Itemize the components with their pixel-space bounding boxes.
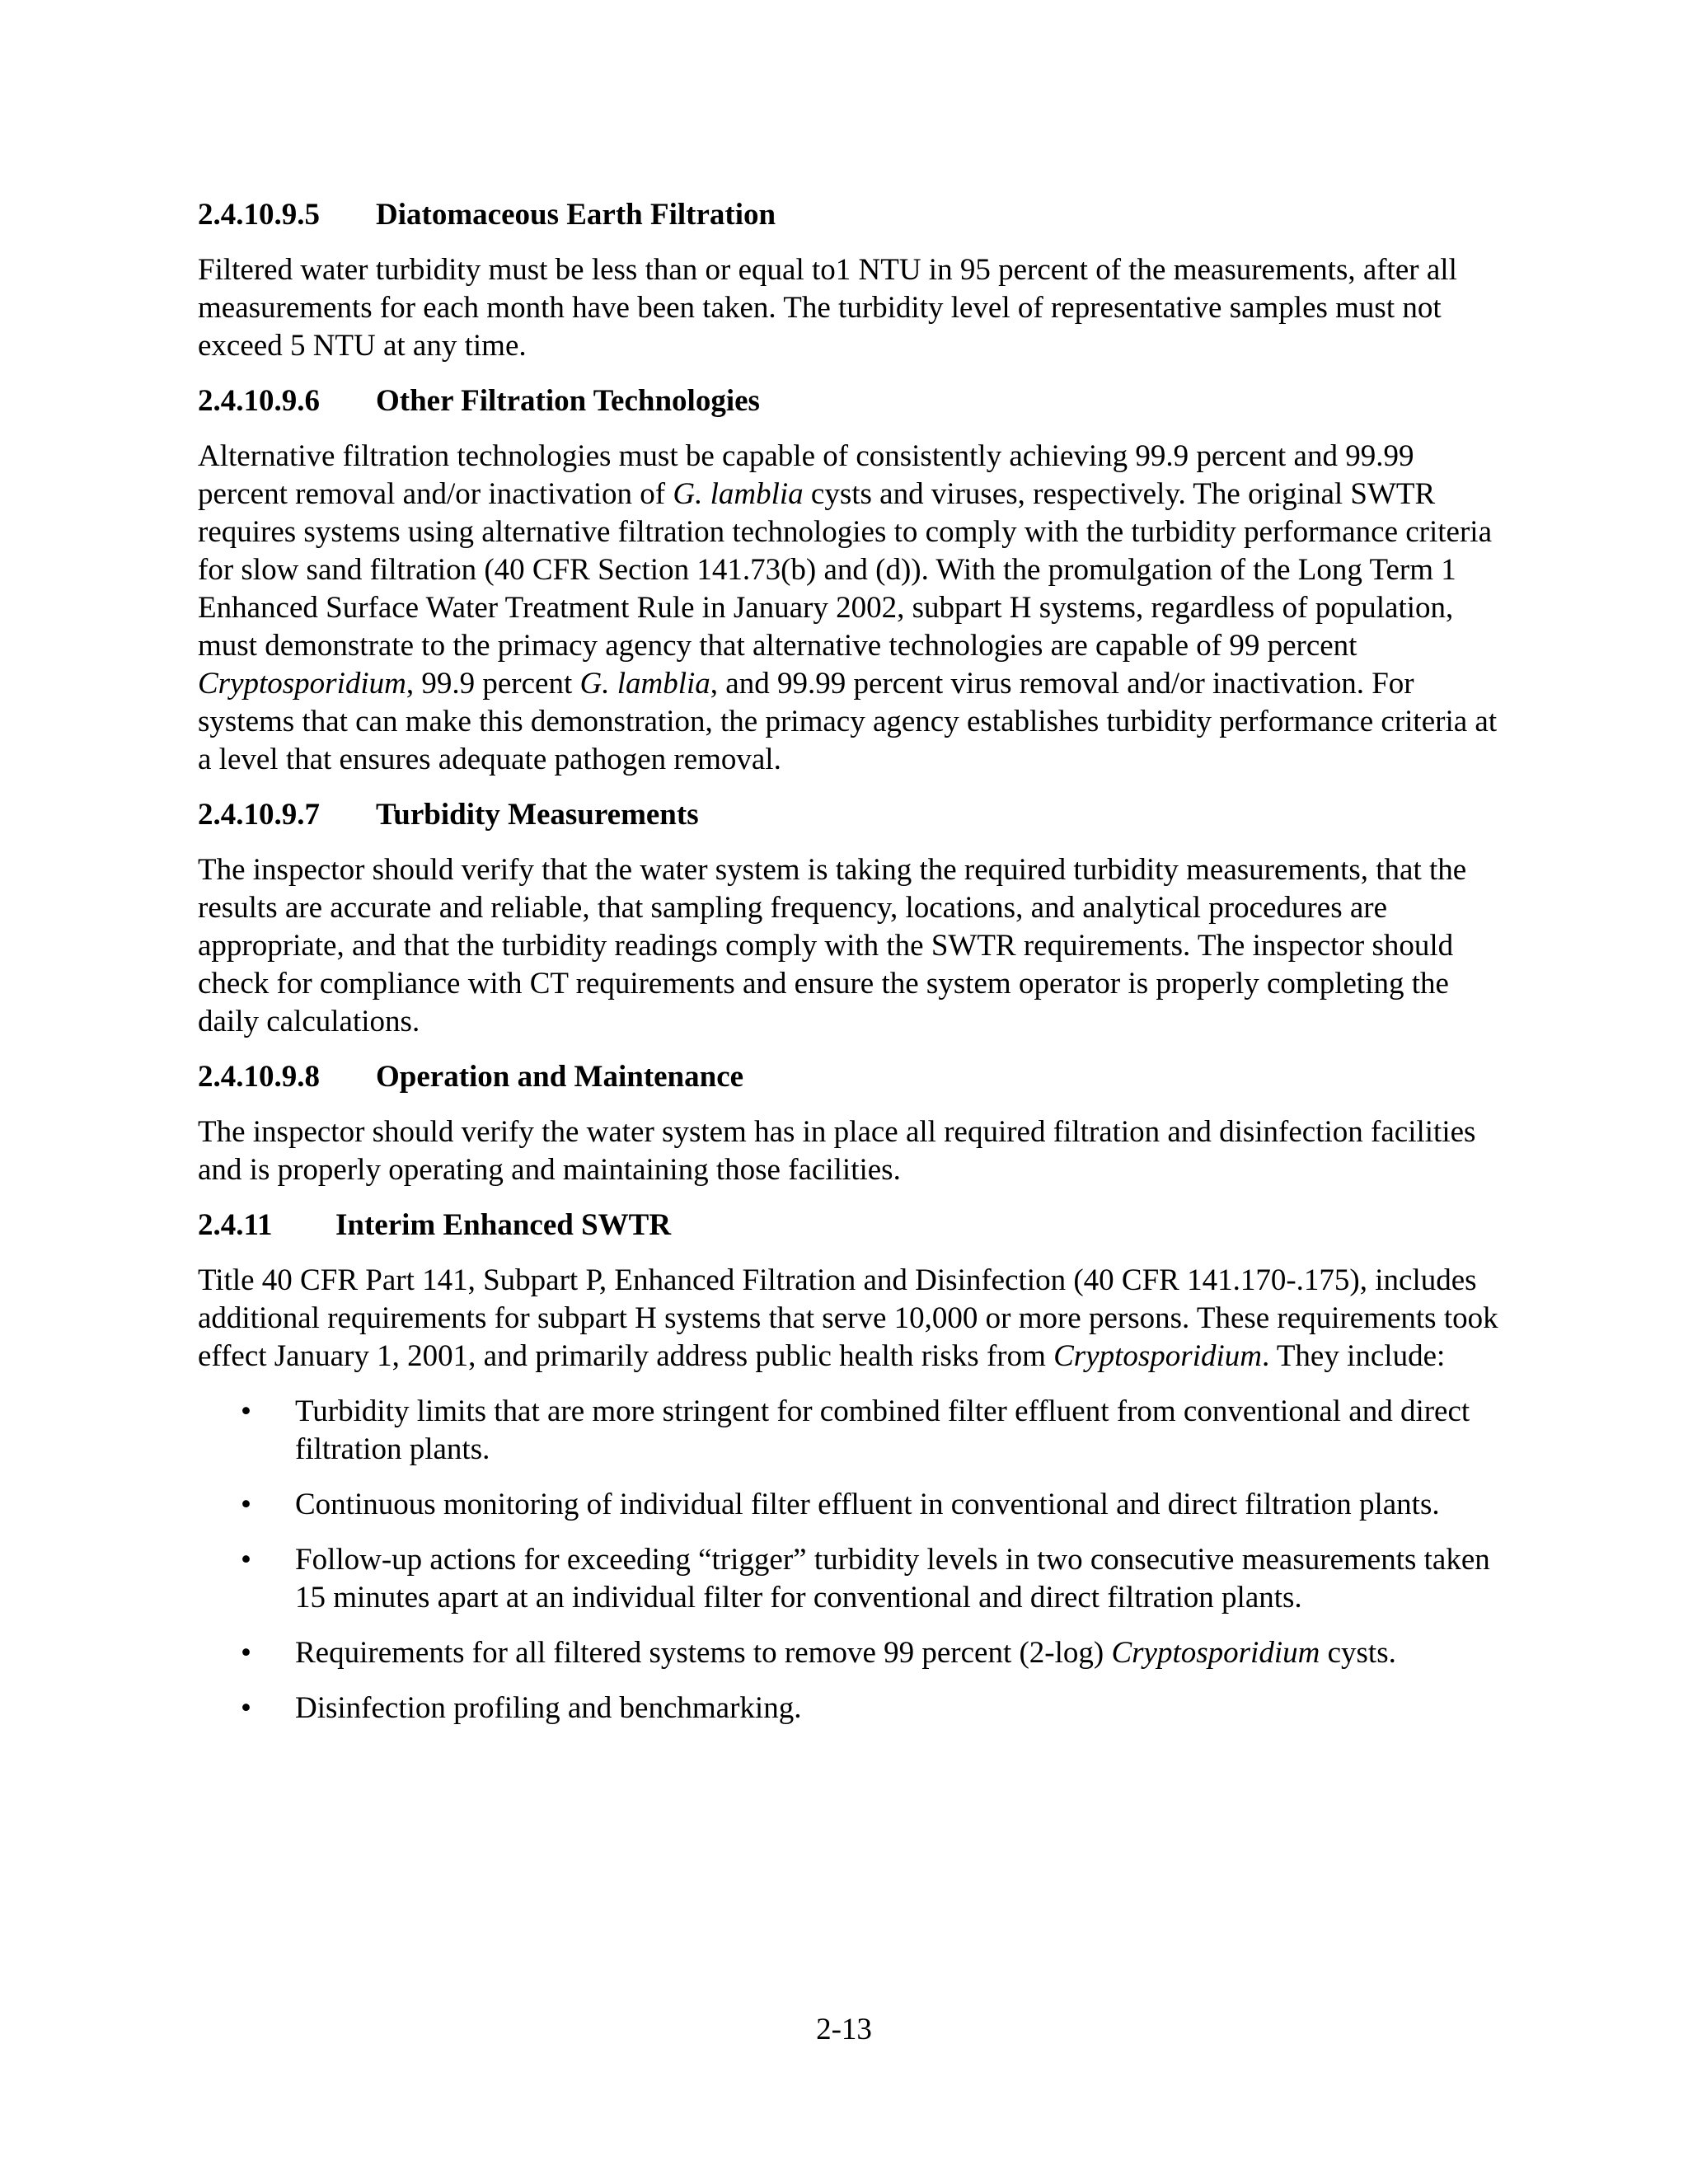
page-number: 2-13 [816, 2013, 872, 2046]
list-item-text: Follow-up actions for exceeding “trigger” turbidity levels in two consecutive measurements taken 15 minutes apart at an individual filter for conventional and direct filtration plants. [295, 1543, 1490, 1615]
list-item-text: Turbidity limits that are more stringent for combined filter effluent from conventional and direct filtration plants. [295, 1394, 1470, 1466]
list-item-text: cysts. [1320, 1636, 1396, 1670]
bullet-icon: • [241, 1691, 251, 1725]
section-heading [198, 1207, 1500, 1244]
section-title: Diatomaceous Earth Filtration [376, 198, 776, 232]
section-paragraph [198, 438, 1500, 779]
section-heading [198, 796, 1500, 834]
section-paragraph: Filtered water turbidity must be less than or equal to1 NTU in 95 percent of the measurements, after all measurements for each month have been taken. The turbidity level of representative samples must not exceed 5 NTU at any time. [198, 253, 1457, 363]
italic-term: G. lamblia [673, 477, 804, 511]
section-paragraph [198, 1262, 1500, 1376]
italic-term: Cryptosporidium [1111, 1636, 1320, 1670]
paragraph-text: cysts and viruses, respectively. The original SWTR requires systems using alternative filtration technologies to comply with the turbidity performance criteria for slow sand filtration (40 CFR Section 141.73(b) and (d)). With the promulgation of the Long Term 1 Enhanced Surface Water Treatment Rule in January 2002, subpart H systems, regardless of population, must demonstrate to the primacy agency that alternative technologies are capable of 99 percent [198, 477, 1492, 663]
paragraph-text: Alternative filtration technologies must be capable of consistently achieving 99.9 percent and 99.99 percent removal and/or inactivation of [198, 439, 1414, 511]
requirements-list [198, 1393, 1500, 1727]
list-item [198, 1541, 1500, 1617]
section-paragraph: The inspector should verify that the water system is taking the required turbidity measurements, that the results are accurate and reliable, that sampling frequency, locations, and analytical procedures are appropriate, and that the turbidity readings comply with the SWTR requirements. The inspector should check for compliance with CT requirements and ensure the system operator is properly completing the daily calculations. [198, 853, 1467, 1038]
list-item [198, 1486, 1500, 1524]
section-number: 2.4.10.9.6 [198, 384, 320, 418]
bullet-icon: • [241, 1636, 251, 1670]
section-title: Turbidity Measurements [376, 798, 699, 832]
section-heading [198, 196, 1500, 234]
bullet-icon: • [241, 1488, 251, 1521]
section-title: Operation and Maintenance [376, 1060, 744, 1094]
list-item-text: Continuous monitoring of individual filter effluent in conventional and direct filtration plants. [295, 1488, 1440, 1521]
section-heading [198, 1058, 1500, 1096]
bullet-icon: • [241, 1394, 251, 1428]
paragraph-text: , and 99.99 percent virus removal and/or inactivation. For systems that can make this demonstration, the primacy agency establishes turbidity performance criteria at a level that ensures adequate pathogen removal. [198, 667, 1498, 776]
list-item-text: Requirements for all filtered systems to remove 99 percent (2-log) [295, 1636, 1112, 1670]
paragraph-text: Title 40 CFR Part 141, Subpart P, Enhanced Filtration and Disinfection (40 CFR 141.170-.175), includes additional requirements for subpart H systems that serve 10,000 or more persons. These requirements took effect January 1, 2001, and primarily address public health risks from [198, 1263, 1498, 1373]
paragraph-text: , 99.9 percent [406, 667, 580, 701]
paragraph-text: . They include: [1261, 1339, 1446, 1373]
list-item-text: Disinfection profiling and benchmarking. [295, 1691, 802, 1725]
bullet-icon: • [241, 1543, 251, 1577]
document-page [198, 196, 1500, 1745]
list-item [198, 1634, 1500, 1672]
italic-term: Cryptosporidium [1053, 1339, 1262, 1373]
section-number: 2.4.11 [198, 1208, 273, 1242]
list-item [198, 1393, 1500, 1469]
section-number: 2.4.10.9.8 [198, 1060, 320, 1094]
italic-term: G. lamblia [579, 667, 710, 701]
list-item [198, 1690, 1500, 1727]
italic-term: Cryptosporidium [198, 667, 406, 701]
section-title: Other Filtration Technologies [376, 384, 760, 418]
section-paragraph: The inspector should verify the water system has in place all required filtration and disinfection facilities and is properly operating and maintaining those facilities. [198, 1115, 1476, 1187]
section-number: 2.4.10.9.5 [198, 198, 320, 232]
section-heading [198, 382, 1500, 420]
section-title: Interim Enhanced SWTR [335, 1208, 672, 1242]
section-number: 2.4.10.9.7 [198, 798, 320, 832]
